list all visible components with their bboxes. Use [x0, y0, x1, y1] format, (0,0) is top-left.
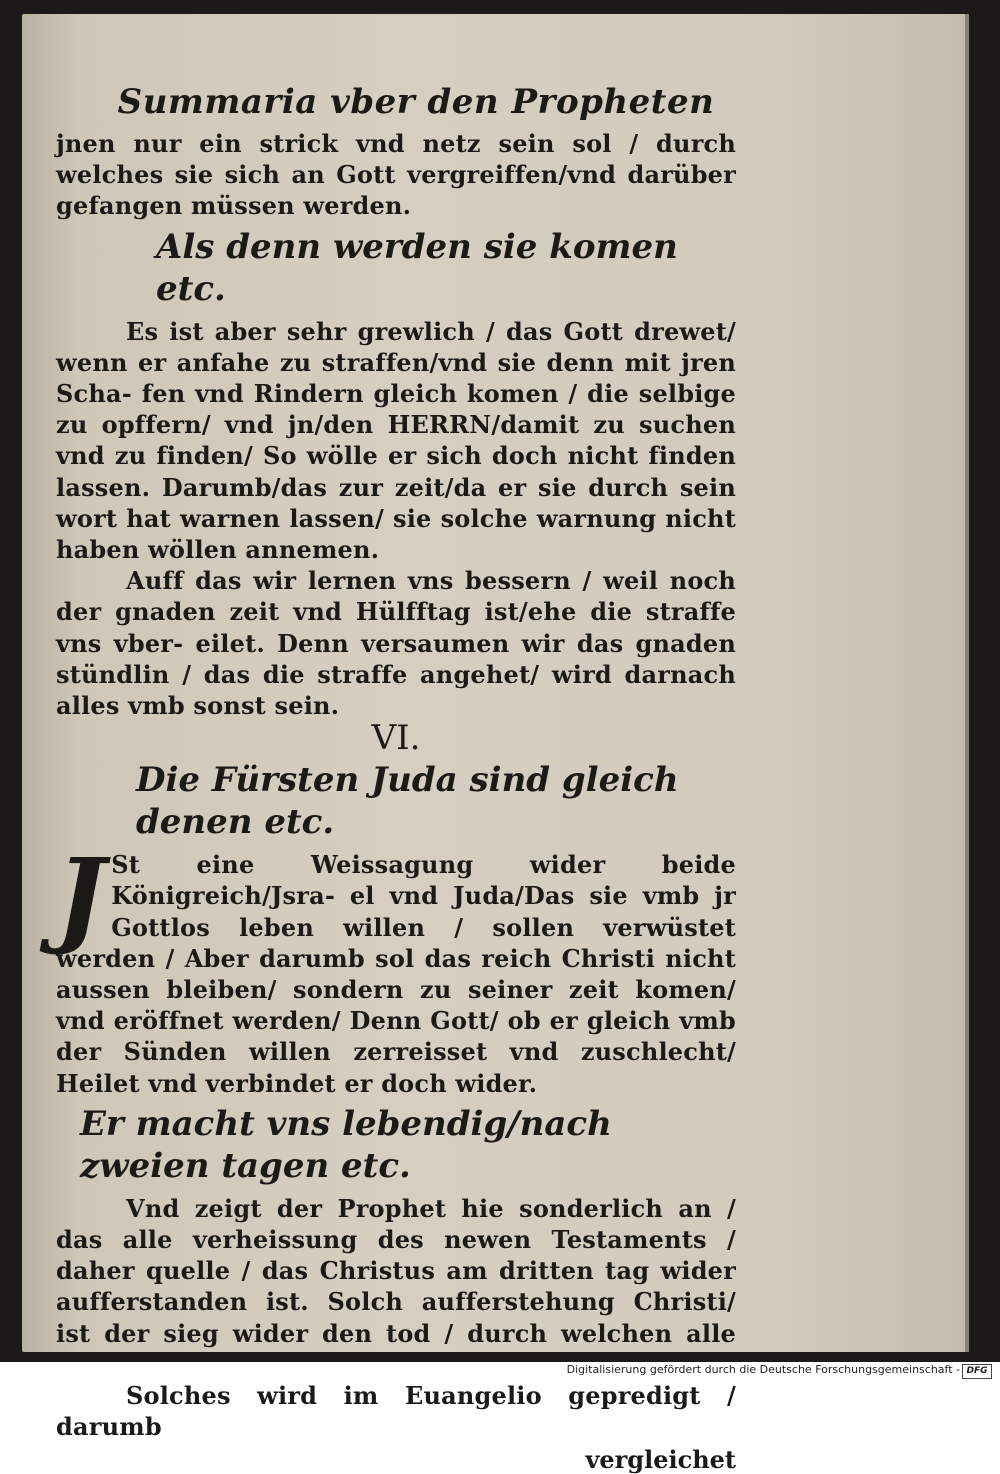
paragraph-1: jnen nur ein strick vnd netz sein sol / durch welches sie sich an Gott vergreiffen/vnd darüber gefangen müssen werden. — [56, 129, 736, 221]
paragraph-6: Solches wird im Euangelio gepredigt / darumb — [56, 1381, 736, 1442]
heading-fuersten-juda: Die Fürsten Juda sind gleich denen etc. — [136, 760, 679, 843]
paragraph-4: St eine Weissagung wider beide Königreich/Jsra- el vnd Juda/Das sie vmb jr Gottlos leben willen / sollen verwüstet werden / Aber darumb sol das reich Christi nicht aussen bleiben/ sondern zu seiner zeit komen/ vnd eröffnet werden/ Denn Gott/ ob er gleich vmb der Sünden willen zerreisset vnd zuschlecht/ Heilet vnd verbindet er doch wider. — [56, 850, 736, 1098]
running-head: Summaria vber den Propheten — [117, 82, 715, 122]
drop-capital: J — [56, 835, 106, 959]
footer-credit: Digitalisierung gefördert durch die Deutsche Forschungsgemeinschaft - — [566, 1363, 960, 1376]
page-content — [56, 82, 736, 1474]
chapter-number: VI. — [371, 718, 421, 759]
paragraph-3: Auff das wir lernen vns bessern / weil noch der gnaden zeit vnd Hülfftag ist/ehe die straffe vns vber- eilet. Denn versaumen wir das gnaden stündlin / das die straffe angehet/ wird darnach alles vmb sonst sein. — [56, 566, 736, 721]
paragraph-5: Vnd zeigt der Prophet hie sonderlich an / das alle verheissung des newen Testaments / daher quelle / das Christus am dritten tag wider aufferstanden ist. Solch aufferstehung Christi/ ist der sieg wider den tod / durch welchen alle — [56, 1193, 736, 1348]
dfg-logo: DFG — [962, 1364, 992, 1379]
paragraph-2: Es ist aber sehr grewlich / das Gott drewet/ wenn er anfahe zu straffen/vnd sie denn mit jren Scha- fen vnd Rindern gleich komen / die selbige zu opffern/ vnd jn/den HERRN/damit zu suchen vnd zu finden/ So wölle er sich doch nicht finden lassen. Darumb/das zur zeit/da er sie durch sein wort hat warnen lassen/ sie solche warnung nicht haben wöllen annemen. — [56, 316, 736, 565]
chapter-opening — [56, 835, 736, 1099]
heading-als-denn: Als denn werden sie komen etc. — [156, 226, 678, 309]
heading-er-macht: Er macht vns lebendig/nach zweien tagen etc. — [80, 1103, 612, 1186]
page-edge — [965, 14, 969, 1352]
catchword: vergleichet — [585, 1444, 736, 1474]
